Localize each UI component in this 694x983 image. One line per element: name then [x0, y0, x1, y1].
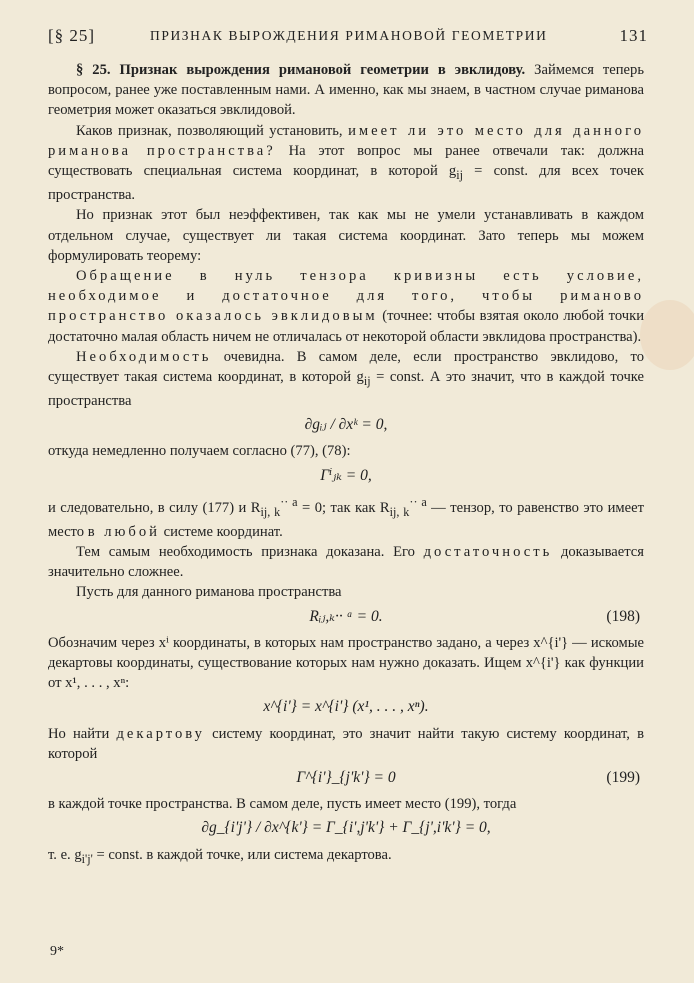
p5-c: = const. А это значит, что в каждой точке пространства: [48, 368, 644, 410]
p8-spaced: достаточность: [423, 544, 553, 561]
equation-number-199: (199): [606, 769, 640, 787]
running-header: [48, 26, 652, 48]
formula-derivative: ∂gᵢⱼ / ∂xᵏ = 0,: [304, 416, 388, 434]
p7-c: — тензор, то равенство это имеет место: [48, 499, 644, 540]
p11-spaced: декартову: [116, 725, 205, 742]
paragraph-11: [48, 724, 644, 764]
p8-c: доказывается значительно сложнее.: [48, 544, 644, 581]
paragraph-13: [48, 845, 644, 869]
p7-a: и следовательно, в силу (177) и R: [48, 499, 261, 516]
theorem-paragraph: [48, 266, 644, 347]
page-number: 131: [619, 26, 648, 45]
p7-b: = 0; так как R: [302, 499, 390, 516]
sub-i1j1: i'j': [81, 851, 93, 866]
formula-198-expr: Rᵢⱼ,ₖ·· ᵃ = 0.: [309, 607, 383, 625]
p2-d: = const. для всех точек пространства.: [48, 163, 644, 204]
p7-e: системе координат.: [163, 523, 283, 540]
sub-R: ij, k: [260, 504, 281, 519]
formula-coordinates: x^{i'} = x^{i'} (x¹, . . . , xⁿ).: [263, 698, 429, 716]
signature-mark: 9*: [50, 944, 64, 959]
p11-c: систему координат, это значит найти такую систему координат, в которой: [48, 725, 644, 762]
formula-199: [48, 768, 644, 788]
paragraph-12: в каждой точке пространства. В самом деле, пусть имеет место (199), тогда: [48, 796, 517, 813]
formula-198: [48, 607, 644, 627]
p2-a: Каков признак, позволяющий установить,: [76, 122, 343, 139]
theorem-note: (точнее: чтобы взятая около любой точки достаточно малая область ничем не отличалась от некоторой области эвклидова пространства).: [48, 308, 645, 345]
sub-R-2: ij, k: [389, 504, 410, 519]
formula-christoffel: Γⁱⱼₖ = 0,: [320, 466, 372, 484]
theorem-spaced: Обращение в нуль тензора кривизны есть условие, необходимое и достаточное для того, чтобы риманово пространство оказалось эвклидовым: [48, 267, 644, 325]
sub-ij-2: ij: [363, 373, 371, 388]
section-paragraph-1: [48, 60, 644, 121]
paragraph-5: [48, 347, 644, 412]
section-heading: § 25. Признак вырождения римановой геометрии в эвклидову.: [76, 62, 526, 78]
p2-c: На этот вопрос мы ранее отвечали так: должна существовать специальная система координат, в которой g: [48, 142, 644, 180]
paragraph-3: Но признак этот был неэффективен, так как мы не умели устанавливать в каждом отдельном случае, существует ли такая система координат. Зато теперь мы можем формулировать теорему:: [48, 207, 644, 264]
paper-stain: [640, 300, 694, 370]
formula-metric-derivative: ∂g_{i'j'} / ∂x^{k'} = Γ_{i',j'k'} + Γ_{j',i'k'} = 0,: [201, 819, 491, 837]
formula-199-expr: Γ^{i'}_{j'k'} = 0: [296, 769, 396, 787]
paragraph-10: Обозначим через xⁱ координаты, в которых нам пространство задано, а через x^{i'} — искомые декартовы координаты, существование которых нам нужно доказать. Ищем x^{i'} как функции от x¹, . . . , xⁿ:: [48, 634, 644, 692]
header-section: [§ 25]: [48, 26, 96, 45]
body-text: [48, 60, 644, 869]
sup-R: ·· a: [280, 494, 298, 509]
p7-spaced: в любой: [87, 523, 160, 540]
p5-b: очевидна. В самом деле, если пространство эвклидово, то существует такая система координат, в которой g: [48, 348, 644, 385]
paragraph-6: откуда немедленно получаем согласно (77), (78):: [48, 443, 351, 460]
paragraph-9: Пусть для данного риманова пространства: [76, 584, 342, 601]
paragraph-8: [48, 542, 644, 582]
p13-a: т. е. g: [48, 846, 82, 863]
p2-spaced: имеет ли это место для данного риманова пространства?: [48, 122, 644, 159]
para-1-text: Займемся теперь вопросом, ранее уже поставленным нами. А именно, как мы знаем, в частном случае риманова геометрия может оказаться эвклидовой.: [48, 62, 644, 119]
p11-a: Но найти: [48, 725, 110, 742]
p8-a: Тем самым необходимость признака доказана. Его: [76, 544, 415, 561]
paragraph-7: [48, 492, 644, 542]
p5-spaced: Необходимость: [76, 348, 212, 365]
header-title: ПРИЗНАК ВЫРОЖДЕНИЯ РИМАНОВОЙ ГЕОМЕТРИИ: [150, 28, 548, 43]
paragraph-2: [48, 121, 644, 206]
p13-b: = const. в каждой точке, или система декартова.: [96, 846, 392, 863]
equation-number-198: (198): [606, 607, 640, 625]
sub-ij: ij: [456, 167, 463, 182]
sup-R-2: ·· a: [409, 494, 427, 509]
